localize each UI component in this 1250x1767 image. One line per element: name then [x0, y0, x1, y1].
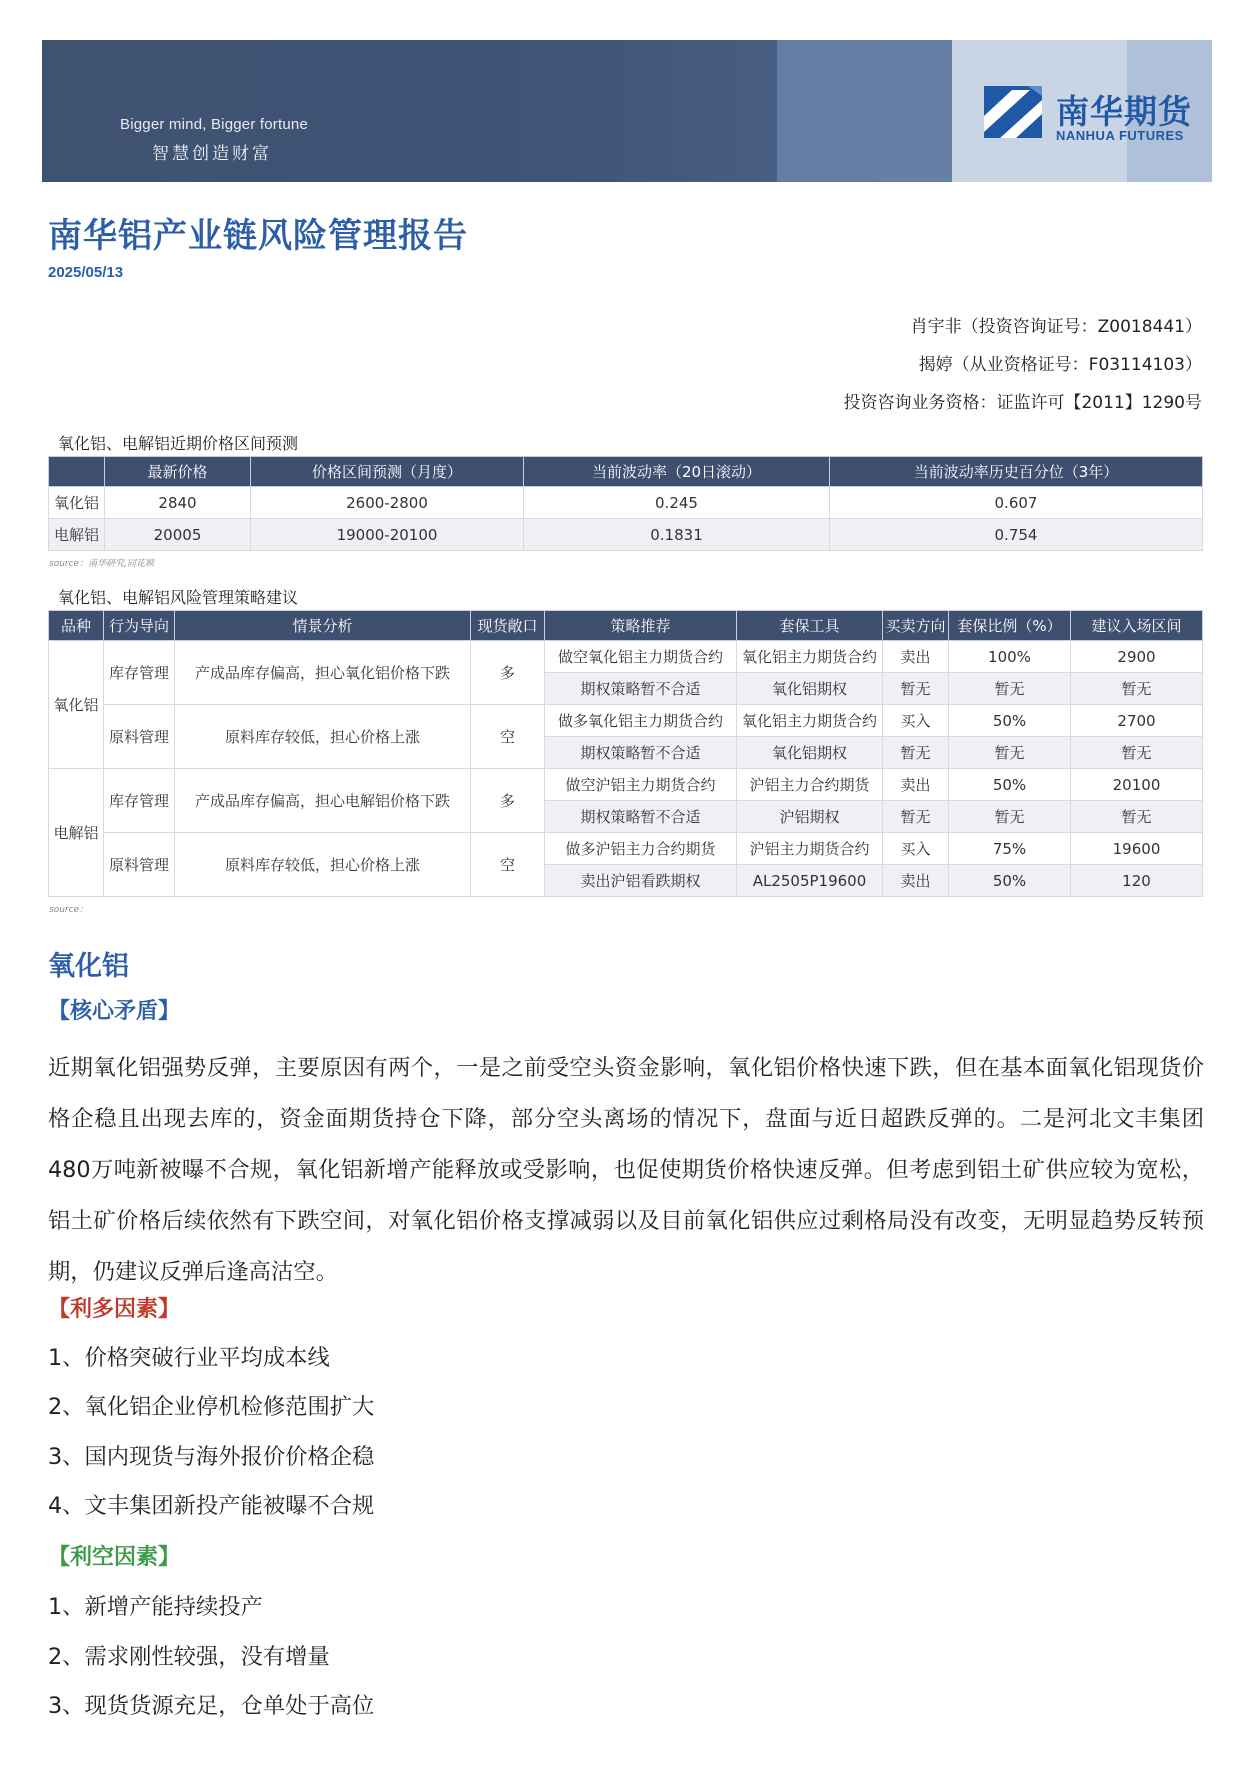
- column-header: 策略推荐: [545, 611, 737, 641]
- column-header: 最新价格: [105, 457, 251, 487]
- table-cell: 做多氧化铝主力期货合约: [545, 705, 737, 737]
- table-cell: 暂无: [1071, 673, 1203, 705]
- table-cell: 卖出沪铝看跌期权: [545, 865, 737, 897]
- table-row: [49, 705, 1203, 737]
- column-header: 当前波动率（20日滚动）: [524, 457, 830, 487]
- table-row: [49, 519, 1203, 551]
- exposure-cell: 多: [471, 641, 545, 705]
- table-cell: 氧化铝: [49, 487, 105, 519]
- table-cell: 暂无: [949, 801, 1071, 833]
- table-cell: 氧化铝主力期货合约: [737, 641, 883, 673]
- table-cell: 期权策略暂不合适: [545, 737, 737, 769]
- price-forecast-table: [48, 456, 1203, 551]
- table-cell: 卖出: [883, 641, 949, 673]
- table-cell: 暂无: [883, 801, 949, 833]
- behavior-cell: 库存管理: [104, 769, 175, 833]
- table-cell: 50%: [949, 865, 1071, 897]
- table-cell: AL2505P19600: [737, 865, 883, 897]
- table-cell: 电解铝: [49, 519, 105, 551]
- table-cell: 氧化铝期权: [737, 673, 883, 705]
- strategy-table-caption: 氧化铝、电解铝风险管理策略建议: [58, 588, 299, 607]
- table-row: [49, 641, 1203, 673]
- column-header: 情景分析: [175, 611, 471, 641]
- table-cell: 2600-2800: [251, 487, 524, 519]
- column-header: 当前波动率历史百分位（3年）: [830, 457, 1203, 487]
- logo-text-english: NANHUA FUTURES: [1056, 128, 1184, 143]
- behavior-cell: 原料管理: [104, 705, 175, 769]
- table-cell: 氧化铝主力期货合约: [737, 705, 883, 737]
- column-header: 套保比例（%）: [949, 611, 1071, 641]
- author-line: 肖宇非（投资咨询证号：Z0018441）: [910, 317, 1202, 337]
- list-item: 3、现货货源充足，仓单处于高位: [48, 1693, 375, 1719]
- table-cell: 期权策略暂不合适: [545, 801, 737, 833]
- table-cell: 120: [1071, 865, 1203, 897]
- table-row: [49, 487, 1203, 519]
- table-cell: 卖出: [883, 769, 949, 801]
- scenario-cell: 原料库存较低，担心价格上涨: [175, 833, 471, 897]
- table-cell: 做空沪铝主力期货合约: [545, 769, 737, 801]
- table-cell: 0.245: [524, 487, 830, 519]
- table-cell: 买入: [883, 705, 949, 737]
- table-cell: 沪铝主力期货合约: [737, 833, 883, 865]
- nanhua-logo-icon: [978, 82, 1048, 142]
- list-item: 1、价格突破行业平均成本线: [48, 1345, 330, 1371]
- table-cell: 0.754: [830, 519, 1203, 551]
- exposure-cell: 空: [471, 705, 545, 769]
- strategy-table: [48, 610, 1203, 897]
- table-cell: 做多沪铝主力合约期货: [545, 833, 737, 865]
- core-contradiction-label: 【核心矛盾】: [48, 999, 181, 1024]
- table-cell: 2900: [1071, 641, 1203, 673]
- table-cell: 19000-20100: [251, 519, 524, 551]
- table-cell: 暂无: [1071, 801, 1203, 833]
- header-banner: [42, 40, 1212, 182]
- column-header: 套保工具: [737, 611, 883, 641]
- exposure-cell: 空: [471, 833, 545, 897]
- logo-text-chinese: 南华期货: [1056, 92, 1192, 131]
- table-cell: 暂无: [1071, 737, 1203, 769]
- report-title: 南华铝产业链风险管理报告: [48, 216, 468, 256]
- table-cell: 暂无: [949, 673, 1071, 705]
- price-table-caption: 氧化铝、电解铝近期价格区间预测: [58, 434, 299, 453]
- table-cell: 2700: [1071, 705, 1203, 737]
- bearish-factors-label: 【利空因素】: [48, 1545, 181, 1570]
- table-cell: 卖出: [883, 865, 949, 897]
- variety-cell: 氧化铝: [49, 641, 104, 769]
- table-cell: 0.1831: [524, 519, 830, 551]
- table-cell: 沪铝期权: [737, 801, 883, 833]
- column-header: 现货敞口: [471, 611, 545, 641]
- exposure-cell: 多: [471, 769, 545, 833]
- behavior-cell: 库存管理: [104, 641, 175, 705]
- tagline-chinese: 智慧创造财富: [152, 144, 272, 164]
- variety-cell: 电解铝: [49, 769, 104, 897]
- table-cell: 50%: [949, 769, 1071, 801]
- column-header: 品种: [49, 611, 104, 641]
- table-cell: 0.607: [830, 487, 1203, 519]
- report-date: 2025/05/13: [48, 264, 124, 281]
- table-cell: 20005: [105, 519, 251, 551]
- column-header: 行为导向: [104, 611, 175, 641]
- list-item: 2、氧化铝企业停机检修范围扩大: [48, 1394, 375, 1420]
- table-cell: 暂无: [883, 737, 949, 769]
- scenario-cell: 原料库存较低，担心价格上涨: [175, 705, 471, 769]
- table-cell: 50%: [949, 705, 1071, 737]
- table-row: [49, 833, 1203, 865]
- bullish-factors-label: 【利多因素】: [48, 1297, 181, 1322]
- banner-stripe: [777, 40, 952, 182]
- behavior-cell: 原料管理: [104, 833, 175, 897]
- list-item: 3、国内现货与海外报价价格企稳: [48, 1444, 375, 1470]
- table-source-note: source：: [49, 905, 89, 915]
- qualification-line: 投资咨询业务资格：证监许可【2011】1290号: [843, 393, 1202, 413]
- table-cell: 19600: [1071, 833, 1203, 865]
- column-header: 价格区间预测（月度）: [251, 457, 524, 487]
- table-cell: 沪铝主力合约期货: [737, 769, 883, 801]
- table-cell: 氧化铝期权: [737, 737, 883, 769]
- column-header: [49, 457, 105, 487]
- table-cell: 做空氧化铝主力期货合约: [545, 641, 737, 673]
- table-row: [49, 769, 1203, 801]
- scenario-cell: 产成品库存偏高，担心电解铝价格下跌: [175, 769, 471, 833]
- list-item: 2、需求刚性较强，没有增量: [48, 1644, 330, 1670]
- author-line: 揭婷（从业资格证号：F03114103）: [918, 355, 1202, 375]
- table-source-note: source：南华研究,同花顺: [49, 559, 154, 569]
- list-item: 1、新增产能持续投产: [48, 1594, 263, 1620]
- table-cell: 暂无: [949, 737, 1071, 769]
- tagline-english: Bigger mind, Bigger fortune: [120, 116, 309, 133]
- table-header-row: [49, 611, 1203, 641]
- table-cell: 75%: [949, 833, 1071, 865]
- column-header: 建议入场区间: [1071, 611, 1203, 641]
- list-item: 4、文丰集团新投产能被曝不合规: [48, 1493, 375, 1519]
- column-header: 买卖方向: [883, 611, 949, 641]
- table-cell: 期权策略暂不合适: [545, 673, 737, 705]
- scenario-cell: 产成品库存偏高，担心氧化铝价格下跌: [175, 641, 471, 705]
- table-cell: 100%: [949, 641, 1071, 673]
- table-header-row: [49, 457, 1203, 487]
- core-contradiction-text: 近期氧化铝强势反弹，主要原因有两个，一是之前受空头资金影响，氧化铝价格快速下跌，但在基本面氧化铝现货价格企稳且出现去库的，资金面期货持仓下降，部分空头离场的情况下，盘面与近日超跌反弹的。二是河北文丰集团480万吨新被曝不合规，氧化铝新增产能释放或受影响，也促使期货价格快速反弹。但考虑到铝土矿供应较为宽松，铝土矿价格后续依然有下跌空间，对氧化铝价格支撑减弱以及目前氧化铝供应过剩格局没有改变，无明显趋势反转预期，仍建议反弹后逢高沽空。: [48, 1055, 1204, 1285]
- table-cell: 暂无: [883, 673, 949, 705]
- table-cell: 20100: [1071, 769, 1203, 801]
- section-heading: 氧化铝: [48, 951, 129, 982]
- table-cell: 买入: [883, 833, 949, 865]
- table-cell: 2840: [105, 487, 251, 519]
